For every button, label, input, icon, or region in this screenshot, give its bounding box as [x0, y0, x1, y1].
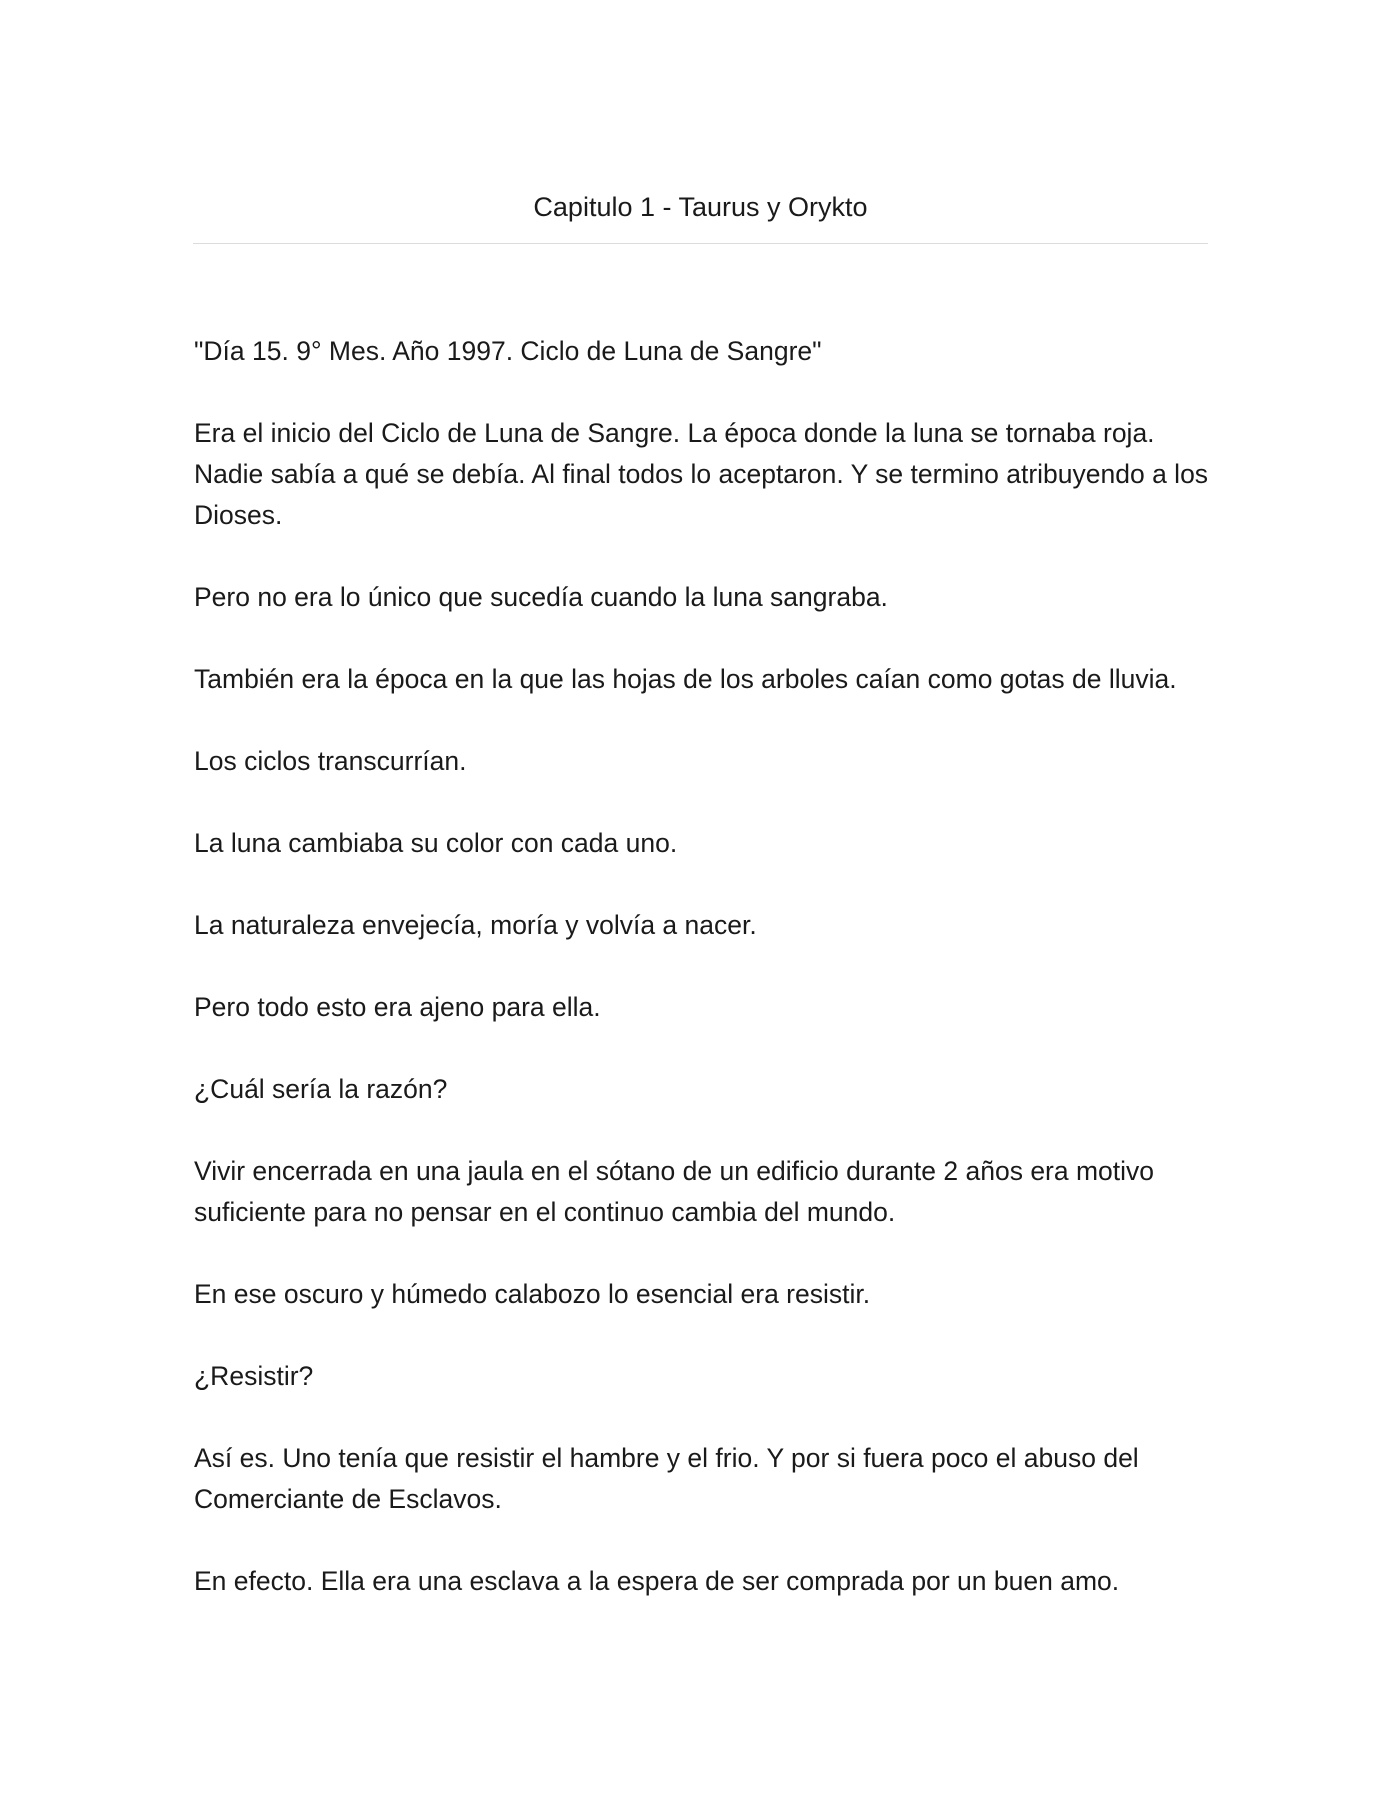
paragraph: La luna cambiaba su color con cada uno.: [194, 828, 678, 858]
paragraph: En efecto. Ella era una esclava a la espera de ser comprada por un buen amo.: [194, 1566, 1120, 1596]
paragraph: Vivir encerrada en una jaula en el sótano de un edificio durante 2 años era motivo suficiente para no pensar en el continuo cambia del mundo.: [194, 1156, 1155, 1227]
paragraph: También era la época en la que las hojas de los arboles caían como gotas de lluvia.: [194, 664, 1177, 694]
paragraph: Los ciclos transcurrían.: [194, 746, 467, 776]
chapter-title: Capitulo 1 - Taurus y Orykto: [533, 192, 868, 222]
chapter-body: [194, 331, 1209, 1643]
title-divider: [193, 243, 1208, 244]
paragraph: Era el inicio del Ciclo de Luna de Sangre. La época donde la luna se tornaba roja. Nadie sabía a qué se debía. Al final todos lo aceptaron. Y se termino atribuyendo a los Dioses.: [194, 418, 1209, 530]
paragraph: Pero no era lo único que sucedía cuando la luna sangraba.: [194, 582, 888, 612]
paragraph: Así es. Uno tenía que resistir el hambre y el frio. Y por si fuera poco el abuso del Comerciante de Esclavos.: [194, 1443, 1139, 1514]
paragraph-date-line: "Día 15. 9° Mes. Año 1997. Ciclo de Luna de Sangre": [194, 336, 822, 366]
paragraph: ¿Resistir?: [194, 1361, 314, 1391]
paragraph: Pero todo esto era ajeno para ella.: [194, 992, 601, 1022]
paragraph: ¿Cuál sería la razón?: [194, 1074, 448, 1104]
paragraph: La naturaleza envejecía, moría y volvía a nacer.: [194, 910, 757, 940]
paragraph: En ese oscuro y húmedo calabozo lo esencial era resistir.: [194, 1279, 871, 1309]
